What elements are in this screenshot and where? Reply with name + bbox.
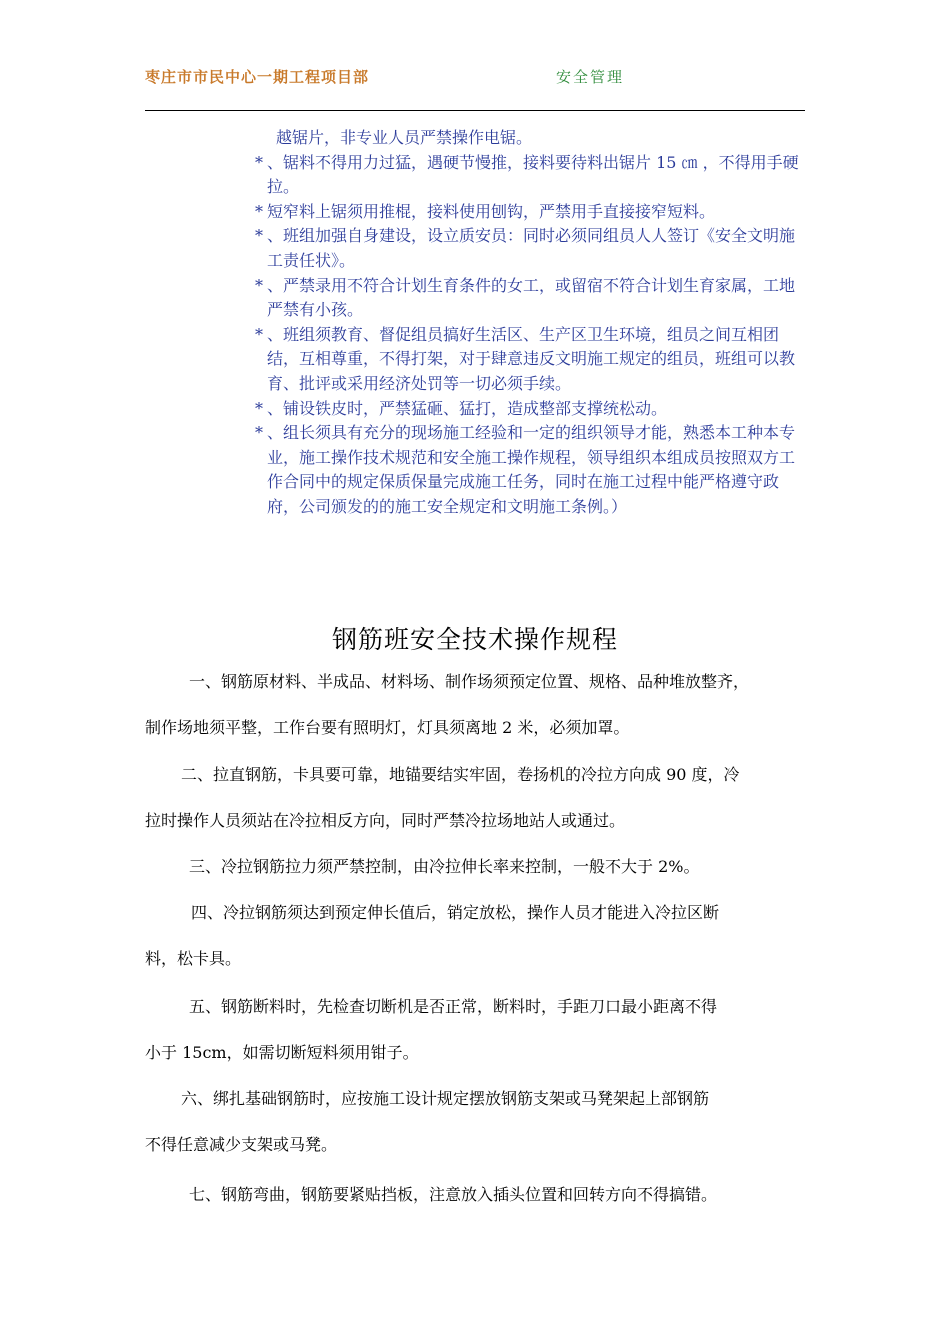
paragraph-7 [145, 1180, 810, 1210]
bullet-item [255, 274, 810, 323]
paragraph-5 [145, 992, 810, 1068]
section-title: 钢筋班安全技术操作规程 [331, 625, 618, 654]
paragraph-3 [145, 852, 810, 882]
bullet-item [255, 151, 810, 200]
bullet-text: 、班组须教育、督促组员搞好生活区、生产区卫生环境，组员之间互相团结，互相尊重，不得打架，对于肆意违反文明施工规定的组员，班组可以教育、批评或采用经济处罚等一切必须手续。 [267, 324, 796, 393]
header-project-name: 枣庄市市民中心一期工程项目部 [145, 68, 370, 86]
bullet-text: 越锯片，非专业人员严禁操作电锯。 [276, 128, 533, 147]
bullet-text: 、铺设铁皮时，严禁猛砸、猛打，造成整部支撑统松动。 [267, 398, 668, 418]
paragraph-line: 六、绑扎基础钢筋时，应按施工设计规定摆放钢筋支架或马凳架起上部钢筋 [181, 1089, 710, 1108]
bullet-item [255, 224, 810, 273]
paragraph-4 [145, 898, 810, 974]
paragraph-line: 二、拉直钢筋，卡具要可靠，地锚要结实牢固，卷扬机的冷拉方向成 90 度，冷 [181, 765, 740, 784]
paragraph-line: 七、钢筋弯曲，钢筋要紧贴挡板，注意放入插头位置和回转方向不得搞错。 [189, 1185, 718, 1204]
paragraph-2 [145, 760, 810, 836]
header-divider [145, 110, 805, 111]
bullet-item [255, 323, 810, 397]
bullet-marker: * [255, 324, 263, 344]
bullet-marker: * [255, 201, 263, 221]
bullet-text: 、严禁录用不符合计划生育条件的女工，或留宿不符合计划生育家属，工地严禁有小孩。 [267, 275, 796, 320]
carpentry-rules-list [255, 126, 810, 520]
bullet-item [255, 126, 810, 151]
paragraph-line: 拉时操作人员须站在冷拉相反方向，同时严禁冷拉场地站人或通过。 [145, 811, 626, 830]
bullet-item [255, 397, 810, 422]
paragraph-line: 一、钢筋原材料、半成品、材料场、制作场须预定位置、规格、品种堆放整齐， [189, 672, 750, 691]
paragraph-line: 不得任意减少支架或马凳。 [145, 1135, 338, 1154]
bullet-marker: * [255, 423, 263, 443]
paragraph-1 [145, 667, 810, 743]
paragraph-line: 五、钢筋断料时，先检查切断机是否正常，断料时，手距刀口最小距离不得 [189, 997, 718, 1016]
bullet-item [255, 200, 810, 225]
paragraph-line: 四、冷拉钢筋须达到预定伸长值后，销定放松，操作人员才能进入冷拉区断 [191, 903, 720, 922]
paragraph-line: 料，松卡具。 [145, 949, 242, 968]
bullet-marker: * [255, 152, 263, 172]
bullet-text: 、班组加强自身建设，设立质安员：同时必须同组员人人签订《安全文明施工责任状》。 [267, 226, 796, 270]
bullet-text: 短窄料上锯须用推棍，接料使用刨钩，严禁用手直接接窄短料。 [267, 201, 716, 221]
bullet-marker: * [255, 226, 263, 246]
header-section-name: 安全管理 [556, 68, 625, 86]
paragraph-6 [145, 1084, 810, 1160]
bullet-text: 、锯料不得用力过猛，遇硬节慢推，接料要待料出锯片 15 ㎝ ，不得用手硬拉。 [267, 152, 799, 197]
paragraph-line: 三、冷拉钢筋拉力须严禁控制，由冷拉伸长率来控制，一般不大于 2%。 [189, 857, 700, 876]
bullet-marker: * [255, 398, 263, 418]
bullet-text: 、组长须具有充分的现场施工经验和一定的组织领导才能，熟悉本工种本专业，施工操作技术规范和安全施工操作规程，领导组织本组成员按照双方工作合同中的规定保质保量完成施工任务，同时在施工过程中能严格遵守政府，公司颁发的的施工安全规定和文明施工条例。） [267, 423, 796, 516]
paragraph-line: 小于 15cm，如需切断短料须用钳子。 [145, 1043, 419, 1062]
paragraph-line: 制作场地须平整，工作台要有照明灯，灯具须离地 2 米，必须加罩。 [145, 718, 630, 737]
bullet-item [255, 421, 810, 519]
bullet-marker: * [255, 275, 263, 295]
